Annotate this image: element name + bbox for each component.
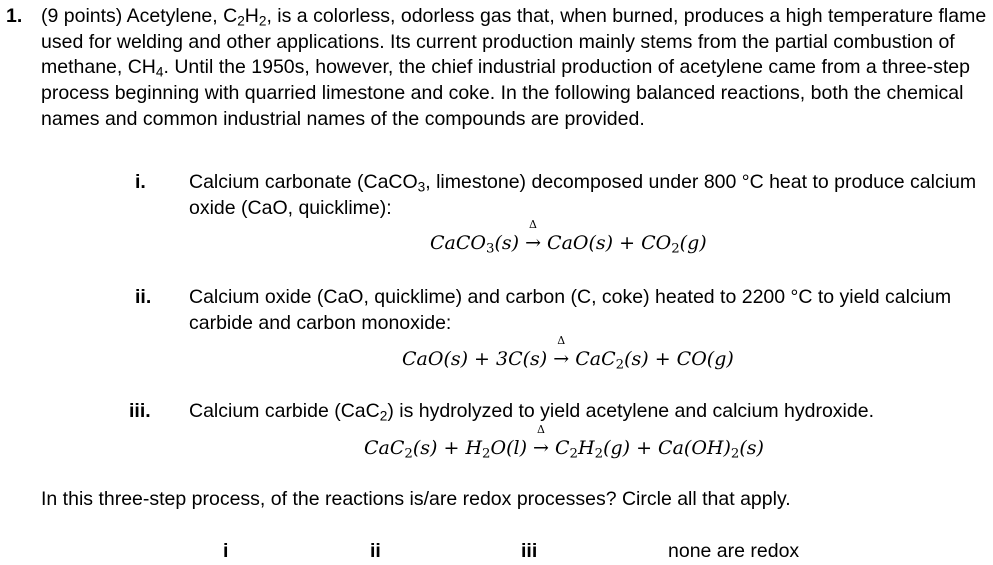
problem-number: 1. [6, 5, 23, 27]
heat-arrow-icon: Δ → [525, 218, 541, 254]
step-i-numeral: i. [135, 171, 146, 193]
heat-arrow-icon: Δ → [553, 334, 570, 370]
step-i-equation: CaCO$_3$(s) Δ → $CaO(s) + CO_2(g)$ [430, 218, 707, 257]
choice-ii[interactable]: ii [370, 540, 381, 562]
choice-none-are-redox[interactable]: none are redox [668, 540, 800, 562]
step-iii-description: Calcium carbide (CaC$_2$) is hydrolyzed to yield acetylene and calcium hydroxide. [189, 400, 874, 424]
question-prompt: In this three-step process, of the reactions is/are redox processes? Circle all that apply. [41, 488, 791, 510]
step-iii-numeral: iii. [129, 400, 151, 422]
choice-i[interactable]: i [223, 540, 229, 562]
choice-iii[interactable]: iii [521, 540, 538, 562]
step-ii-equation: CaO(s) + 3C(s) Δ → CaC$_2$(s) + CO(g) [402, 334, 734, 373]
step-ii-numeral: ii. [135, 286, 152, 308]
heat-arrow-icon: Δ → [533, 423, 549, 459]
problem-intro: (9 points) Acetylene, $C_2H_2$, is a colorless, odorless gas that, when burned, produces a high temperature flame used for welding and other applications. Its current production mainly stems from the partial combustion of methane, $CH_4$. Until the 1950s, however, the chief industrial production of acetylene came from a three-step process beginning with quarried limestone and coke. In the following balanced reactions, both the chemical names and common industrial names of the compounds are provided. [41, 5, 987, 130]
step-i-description: Calcium carbonate (CaCO$_3$, limestone) decomposed under 800 °C heat to produce calcium oxide (CaO, quicklime): [189, 171, 977, 219]
step-ii-description: Calcium oxide (CaO, quicklime) and carbon (C, coke) heated to 2200 °C to yield calcium carbide and carbon monoxide: [189, 286, 952, 334]
step-iii-equation: $CaC_2(s) + H_2O(l)$ Δ → $C_2H_2(g) + Ca(OH)_2(s)$ [364, 423, 764, 462]
